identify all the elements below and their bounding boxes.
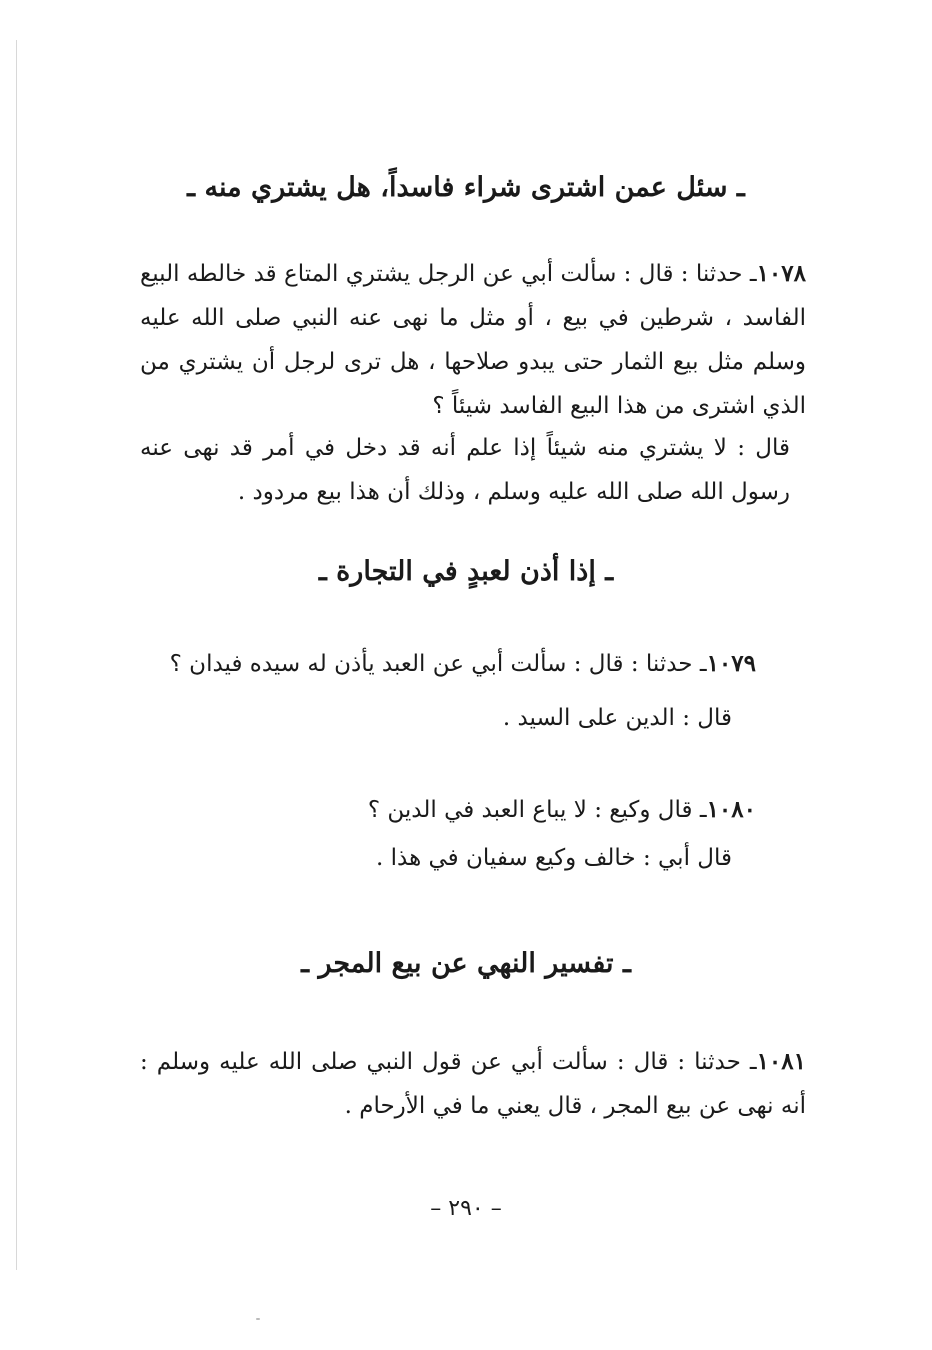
entry-text: ـ حدثنا : قال : سألت أبي عن العبد يأذن له سيده فيدان ؟ <box>169 651 707 677</box>
scan-speck <box>256 1318 260 1320</box>
section-heading-2: ـ إذا أذن لعبدٍ في التجارة ـ <box>318 556 614 587</box>
section-heading-1: ـ سئل عمن اشترى شراء فاسداً، هل يشتري منه ـ <box>187 172 745 203</box>
entry-1079 <box>170 644 756 684</box>
entry-1079-answer: قال : الدين على السيد . <box>502 705 732 731</box>
entry-1081 <box>140 1040 806 1128</box>
entry-1080-answer: قال أبي : خالف وكيع سفيان في هذا . <box>375 845 732 871</box>
entry-text: ـ حدثنا : قال : سألت أبي عن قول النبي صلى الله عليه وسلم : أنه نهى عن بيع المجر ، قال يعني ما في الأرحام . <box>140 1049 806 1119</box>
entry-text: ـ حدثنا : قال : سألت أبي عن الرجل يشتري المتاع قد خالطه البيع الفاسد ، شرطين في بيع ، أو مثل ما نهى عنه النبي صلى الله عليه وسلم مثل بيع الثمار حتى يبدو صلاحها ، هل ترى لرجل أن يشتري من الذي اشترى من هذا البيع الفاسد شيئاً ؟ <box>140 261 806 419</box>
scan-margin-line <box>16 40 17 1270</box>
page-number: – ٢٩٠ – <box>430 1196 502 1221</box>
entry-number: ١٠٧٩ <box>706 650 756 677</box>
entry-text: ـ قال وكيع : لا يباع العبد في الدين ؟ <box>367 797 707 823</box>
entry-1078 <box>140 252 806 428</box>
entry-number: ١٠٧٨ <box>756 260 806 287</box>
entry-number: ١٠٨٠ <box>706 796 756 823</box>
entry-number: ١٠٨١ <box>756 1048 806 1075</box>
section-heading-3: ـ تفسير النهي عن بيع المجر ـ <box>301 948 631 979</box>
entry-1080 <box>368 790 756 830</box>
entry-1078-answer: قال : لا يشتري منه شيئاً إذا علم أنه قد دخل في أمر قد نهى عنه رسول الله صلى الله عليه وسلم ، وذلك أن هذا بيع مردود . <box>140 435 790 505</box>
